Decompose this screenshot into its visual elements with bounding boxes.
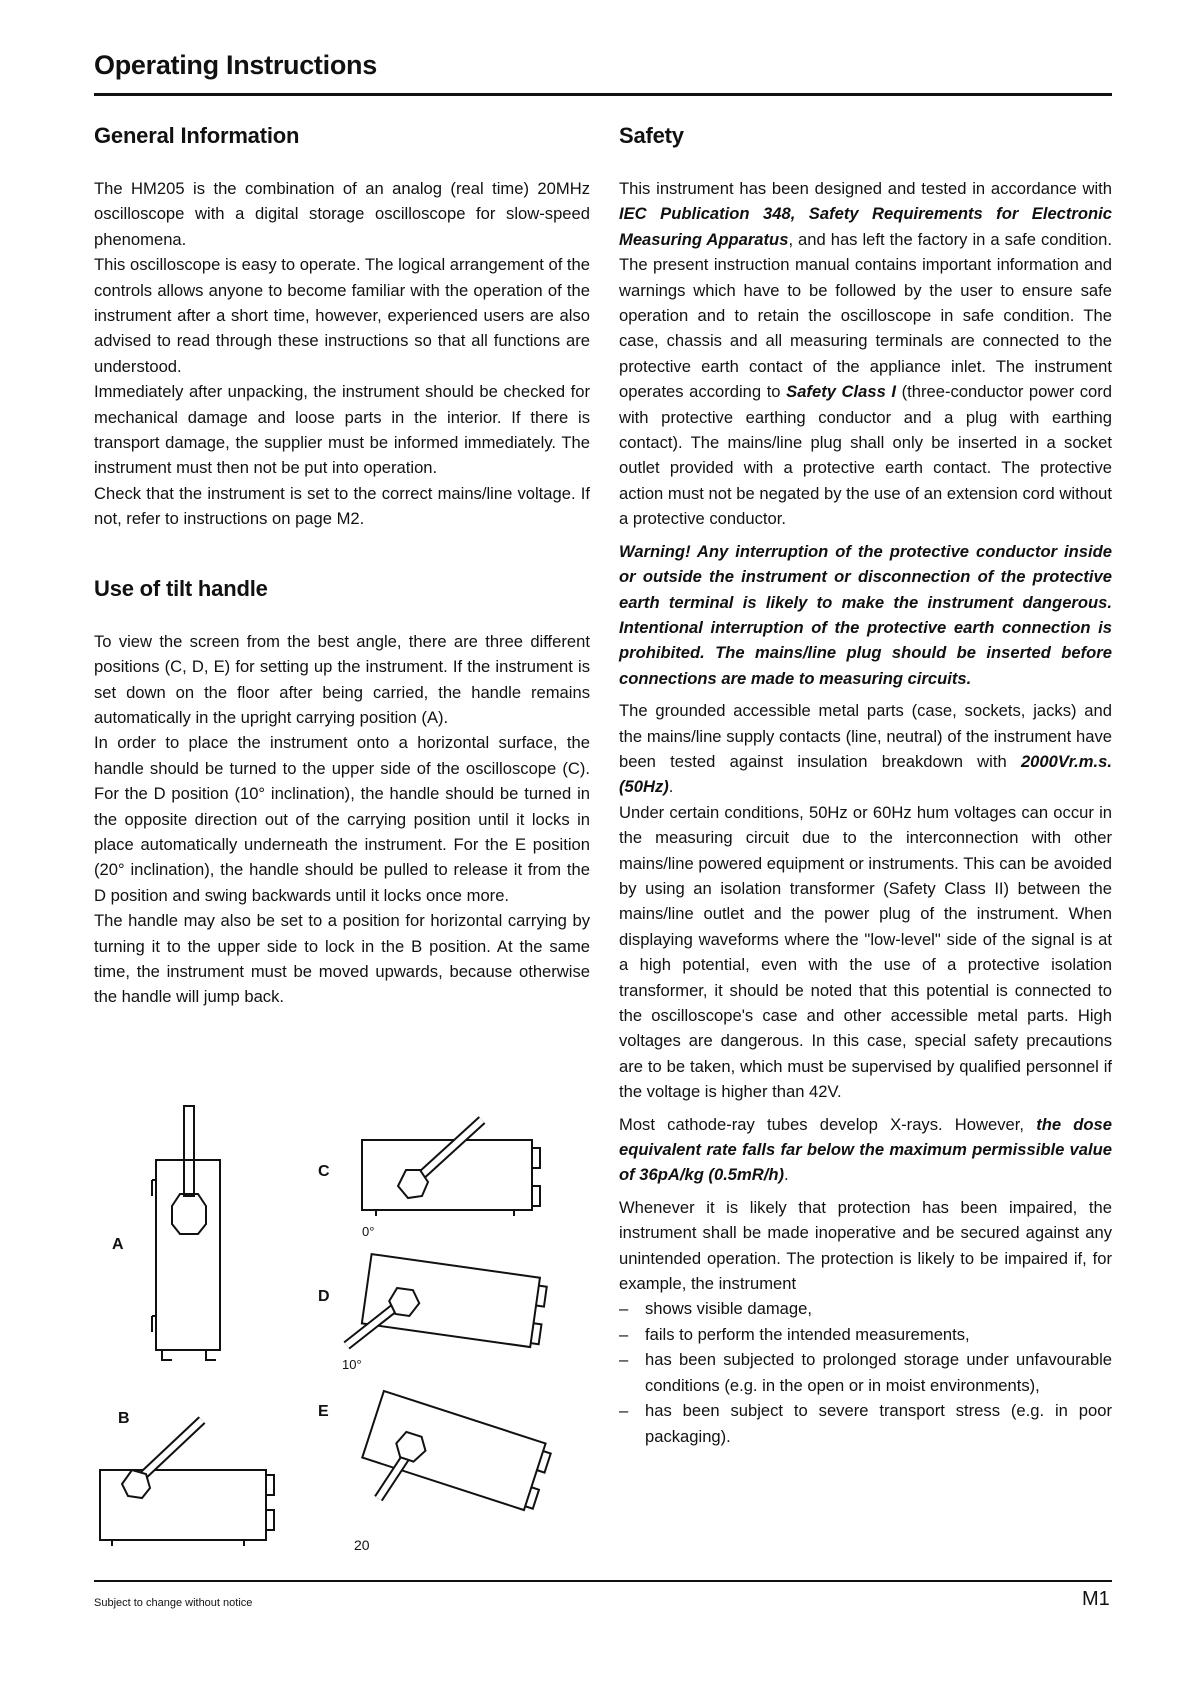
list-item: – shows visible damage, [619,1296,1112,1321]
position-a-drawing [152,1106,220,1360]
figure-label-c: C [318,1163,330,1180]
position-d-drawing [347,1252,548,1372]
figure-label-a: A [112,1236,124,1253]
safety-warning: Warning! Any interruption of the protective conductor inside or outside the instrument or disconnection of the protective earth terminal is likely to make the instrument dangerous. Intentional interruption of the protective earth connection is prohibited. The mains/line plug should be inserted before connections are made to measuring circuits. [619,541,1112,688]
safety-heading: Safety [619,123,684,148]
tilt-handle-diagram [94,1100,594,1570]
tilt-paragraph-3: The handle may also be set to a position for horizontal carrying by turning it to the upper side to lock in the B position. At the same time, the instrument must be moved upwards, because otherwise the handle will jump back. [94,911,590,1007]
tilt-paragraph-1: To view the screen from the best angle, there are three different positions (C, D, E) for setting up the instrument. If the instrument is set down on the floor after being carried, the handle remains automatically in the upright carrying position (A). [94,631,590,727]
angle-label-e: 20 [354,1537,370,1553]
page-number: M1 [1082,1588,1110,1610]
footer-rule [94,1580,1112,1582]
position-c-drawing [362,1120,540,1216]
right-column [619,123,1112,1449]
tilt-handle-heading: Use of tilt handle [94,575,268,601]
figure-label-d: D [318,1288,330,1305]
footer-notice: Subject to change without notice [94,1597,253,1609]
list-item: – has been subject to severe transport stress (e.g. in poor packaging). [619,1398,1112,1449]
safety-paragraph-4: Most cathode-ray tubes develop X-rays. However, the dose equivalent rate falls far below the maximum permissible value of 36pA/kg (0.5mR/h). [619,1114,1112,1185]
tilt-paragraph-2: In order to place the instrument onto a horizontal surface, the handle should be turned to the upper side of the oscilloscope (C). For the D position (10° inclination), the handle should be turned in the opposite direction out of the carrying position until it locks in place automatically underneath the instrument. For the E position (20° inclination), the handle should be pulled to release it from the D position and swing backwards until it locks once more. [94,733,590,905]
list-item: – fails to perform the intended measurements, [619,1322,1112,1347]
position-e-drawing [352,1391,553,1545]
safety-paragraph-3: Under certain conditions, 50Hz or 60Hz hum voltages can occur in the measuring circuit due to the interconnection with other mains/line powered equipment or instruments. This can be avoided by using an isolation transformer (Safety Class II) between the mains/line outlet and the power plug of the instrument. When displaying waveforms where the "low-level" side of the signal is at a high potential, even with the use of a protective isolation transformer, it should be noted that this potential is connected to the oscilloscope's case and other accessible metal parts. High voltages are dangerous. In this case, special safety precautions are to be taken, which must be supervised by qualified personnel if the voltage is higher than 42V. [619,802,1112,1102]
left-column [94,123,590,1010]
figure-label-b: B [118,1410,130,1427]
angle-label-d: 10° [342,1357,362,1372]
angle-label-c: 0° [362,1224,375,1239]
general-information-heading: General Information [94,123,300,148]
impairment-list [619,1296,1112,1448]
list-item: – has been subjected to prolonged storage under unfavourable conditions (e.g. in the open or in moist environments), [619,1347,1112,1398]
figure-label-e: E [318,1403,329,1420]
position-b-drawing [100,1420,274,1546]
general-paragraph-3: Immediately after unpacking, the instrument should be checked for mechanical damage and loose parts in the interior. If there is transport damage, the supplier must be informed immediately. The instrument must then not be put into operation. [94,382,590,478]
safety-paragraph-5: Whenever it is likely that protection has been impaired, the instrument shall be made inoperative and be secured against any unintended operation. The protection is likely to be impaired if, for example, the instrument [619,1197,1112,1294]
page-title: Operating Instructions [94,50,377,80]
general-paragraph-2: This oscilloscope is easy to operate. The logical arrangement of the controls allows anyone to become familiar with the operation of the instrument after a short time, however, experienced users are also advised to read through these instructions so that all functions are understood. [94,255,590,376]
general-paragraph-1: The HM205 is the combination of an analog (real time) 20MHz oscilloscope with a digital storage oscilloscope for slow-speed phenomena. [94,179,590,249]
safety-paragraph-1: This instrument has been designed and tested in accordance with IEC Publication 348, Safety Requirements for Electronic Measuring Apparatus, and has left the factory in a safe condition. The present instruction manual contains important information and warnings which have to be followed by the user to ensure safe operation and to retain the oscilloscope in safe condition. The case, chassis and all measuring terminals are connected to the protective earth contact of the appliance inlet. The instrument operates according to Safety Class I (three-conductor power cord with protective earthing conductor and a plug with earthing contact). The mains/line plug shall only be inserted in a socket outlet provided with a protective earth contact. The protective action must not be negated by the use of an extension cord without a protective conductor. [619,179,1112,529]
safety-paragraph-2: The grounded accessible metal parts (case, sockets, jacks) and the mains/line supply contacts (line, neutral) of the instrument have been tested against insulation breakdown with 2000Vr.m.s. (50Hz). [619,701,1112,797]
general-paragraph-4: Check that the instrument is set to the correct mains/line voltage. If not, refer to instructions on page M2. [94,483,590,529]
title-rule [94,93,1112,96]
tilt-handle-positions-figure [94,1100,594,1570]
